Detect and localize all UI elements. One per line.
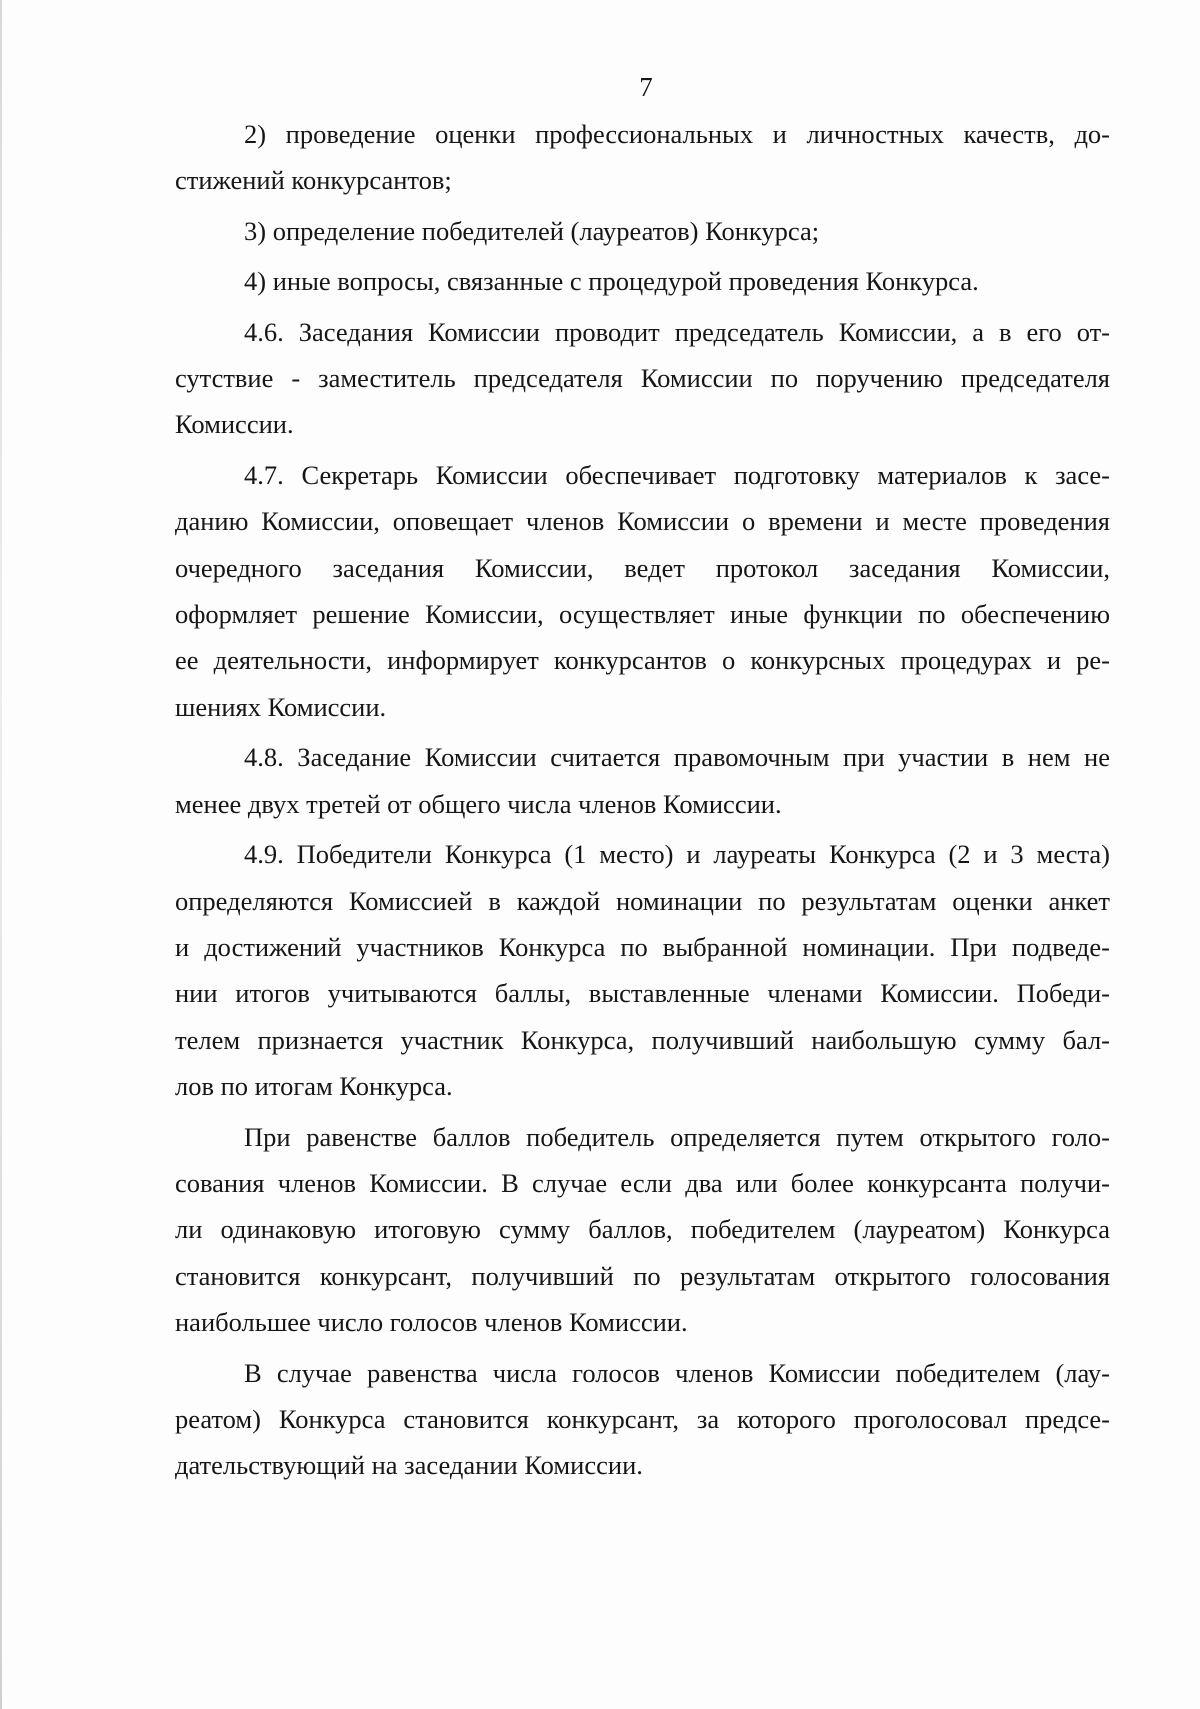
paragraph [175, 111, 1110, 204]
paragraph [175, 208, 1110, 254]
paragraph [175, 734, 1110, 827]
text-line: и достижений участников Конкурса по выбранной номинации. При подведе- [175, 931, 1110, 962]
text-line: 4.7. Секретарь Комиссии обеспечивает подготовку материалов к засе- [244, 459, 1110, 490]
text-line: 3) определение победителей (лауреатов) Конкурса; [244, 215, 820, 246]
text-line: сования членов Комиссии. В случае если два или более конкурсанта получи- [175, 1167, 1110, 1198]
text-line: При равенстве баллов победитель определяется путем открытого голо- [244, 1121, 1110, 1152]
text-line: оформляет решение Комиссии, осуществляет иные функции по обеспечению [175, 599, 1110, 630]
paragraph [175, 1114, 1110, 1346]
text-line: очередного заседания Комиссии, ведет протокол заседания Комиссии, [175, 552, 1110, 583]
text-line: реатом) Конкурса становится конкурсант, за которого проголосовал предсе- [175, 1403, 1110, 1434]
text-line: шениях Комиссии. [175, 691, 387, 722]
text-line: ее деятельности, информирует конкурсантов о конкурсных процедурах и ре- [175, 645, 1110, 676]
text-line: 4.9. Победители Конкурса (1 место) и лауреаты Конкурса (2 и 3 места) [244, 839, 1110, 870]
paragraph [175, 1350, 1110, 1489]
text-line: стижений конкурсантов; [175, 165, 452, 196]
text-line: становится конкурсант, получивший по результатам открытого голосования [175, 1260, 1110, 1291]
paragraph [175, 309, 1110, 448]
paragraph [175, 831, 1110, 1109]
text-line: дательствующий на заседании Комиссии. [175, 1450, 643, 1481]
text-line: лов по итогам Конкурса. [175, 1071, 453, 1102]
paragraph [175, 258, 1110, 304]
text-line: 4.8. Заседание Комиссии считается правомочным при участии в нем не [244, 742, 1110, 773]
text-line: определяются Комиссией в каждой номинации по результатам оценки анкет [175, 885, 1110, 916]
document-body [175, 111, 1110, 1489]
text-line: сутствие - заместитель председателя Комиссии по поручению председателя [175, 363, 1110, 394]
text-line: менее двух третей от общего числа членов Комиссии. [175, 788, 782, 819]
text-line: наибольшее число голосов членов Комиссии. [175, 1307, 688, 1338]
text-line: В случае равенства числа голосов членов Комиссии победителем (лау- [244, 1357, 1110, 1388]
text-line: 2) проведение оценки профессиональных и личностных качеств, до- [244, 119, 1110, 149]
page-number: 7 [639, 72, 653, 102]
text-line: 4.6. Заседания Комиссии проводит председатель Комиссии, а в его от- [244, 316, 1110, 347]
text-line: Комиссии. [175, 409, 294, 440]
paragraph [175, 452, 1110, 730]
scan-edge [0, 0, 2, 1709]
text-line: данию Комиссии, оповещает членов Комиссии о времени и месте проведения [175, 506, 1110, 537]
text-line: 4) иные вопросы, связанные с процедурой проведения Конкурса. [244, 266, 979, 297]
text-line: нии итогов учитываются баллы, выставленные членами Комиссии. Победи- [175, 978, 1110, 1009]
text-line: ли одинаковую итоговую сумму баллов, победителем (лауреатом) Конкурса [175, 1214, 1110, 1245]
text-line: телем признается участник Конкурса, получивший наибольшую сумму бал- [175, 1024, 1110, 1055]
